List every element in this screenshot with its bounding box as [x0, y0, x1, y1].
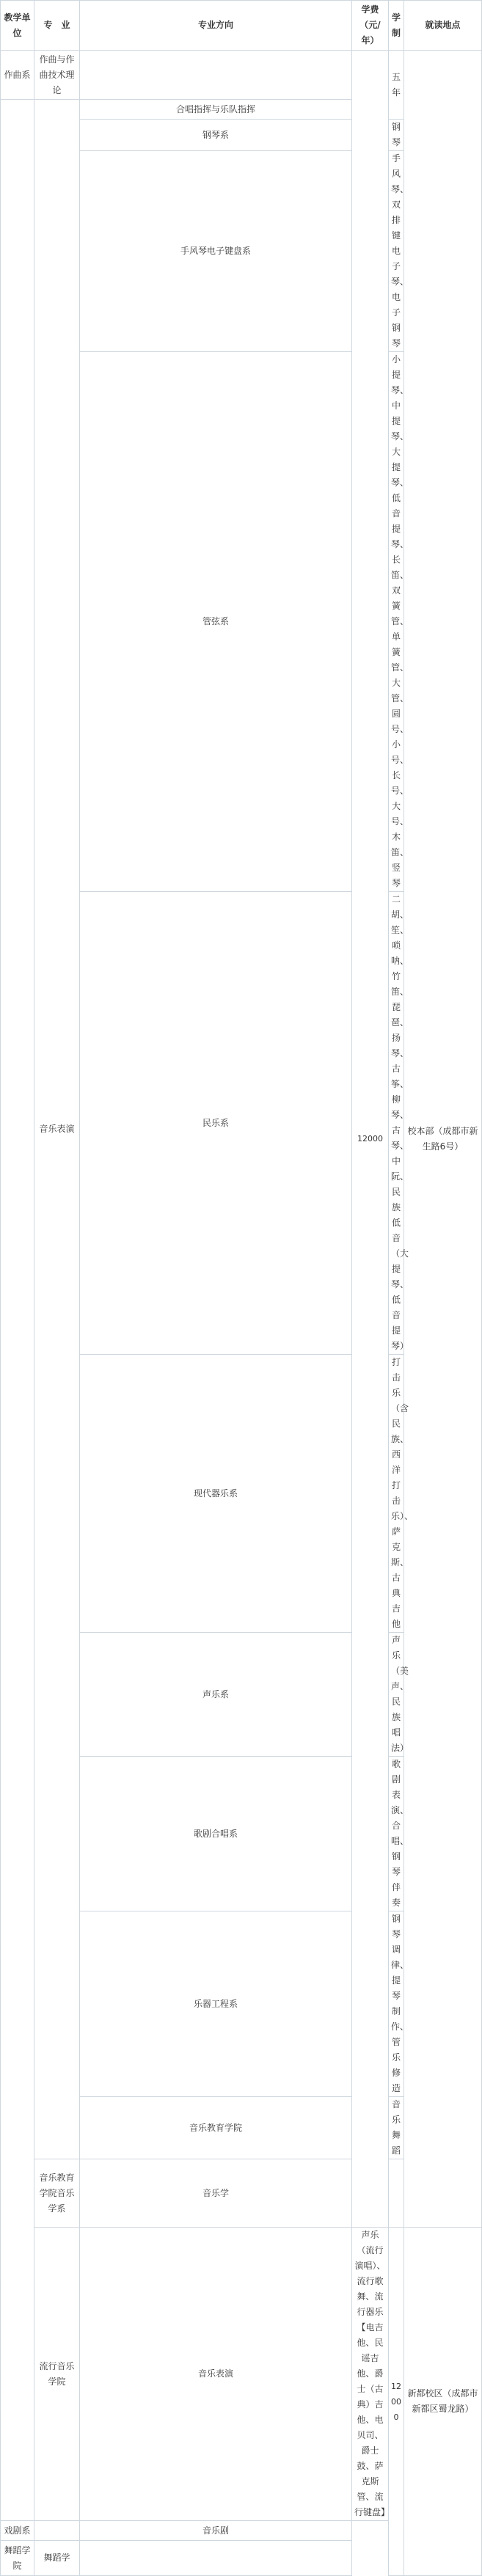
unit-cell: 民乐系	[80, 892, 352, 1355]
header-direction: 专业方向	[80, 1, 352, 51]
major-cell: 音乐表演	[80, 2228, 352, 2521]
unit-cell: 流行音乐学院	[34, 2228, 80, 2521]
direction-cell: 合唱指挥与乐队指挥	[80, 100, 352, 120]
unit-cell: 手风琴电子键盘系	[80, 151, 352, 352]
major-cell-empty	[34, 2521, 80, 2541]
header-major: 专 业	[34, 1, 80, 51]
direction-cell	[80, 51, 352, 100]
unit-cell: 管弦系	[80, 352, 352, 892]
major-cell: 舞蹈学	[34, 2541, 80, 2576]
unit-cell: 现代器乐系	[80, 1355, 352, 1633]
direction-cell: 打击乐（含民族、西洋打击乐）、萨克斯、古典吉他	[389, 1355, 404, 1633]
direction-cell: 二胡、笙、唢呐、竹笛、琵琶、扬琴、古筝、柳琴、古琴、中阮、民族低音（大提琴、低音提琴）	[389, 892, 404, 1355]
unit-cell: 乐器工程系	[80, 1911, 352, 2097]
fee-cell-main: 12000	[352, 51, 389, 2228]
major-cell: 音乐学	[80, 2159, 352, 2228]
major-cell: 作曲与作曲技术理论	[34, 51, 80, 100]
table-row	[1, 51, 482, 100]
major-cell-performance: 音乐表演	[34, 100, 80, 2159]
direction-cell: 手风琴、双排键电子琴、电子钢琴	[389, 151, 404, 352]
unit-cell: 钢琴系	[80, 120, 352, 151]
header-fee: 学费（元/年）	[352, 1, 389, 51]
header-duration: 学制	[389, 1, 404, 51]
unit-cell-empty	[1, 100, 34, 2521]
unit-cell: 音乐教育学院音乐学系	[34, 2159, 80, 2228]
direction-cell: 钢琴调律、提琴制作、管乐修造	[389, 1911, 404, 2097]
direction-cell: 声乐（美声、民族唱法）	[389, 1633, 404, 1757]
unit-cell: 舞蹈学院	[1, 2541, 34, 2576]
unit-cell: 戏剧系	[1, 2521, 34, 2541]
location-cell: 新都校区（成都市新都区蜀龙路）	[404, 2228, 482, 2576]
direction-cell: 钢琴	[389, 120, 404, 151]
direction-cell: 小提琴、中提琴、大提琴、低音提琴、长笛、双簧管、单簧管、大管、圆号、小号、长号、大号、木笛、竖琴	[389, 352, 404, 892]
unit-cell: 声乐系	[80, 1633, 352, 1757]
table-row	[1, 2228, 482, 2521]
header-row	[1, 1, 482, 51]
direction-cell: 歌剧表演、合唱、钢琴伴奏	[389, 1757, 404, 1911]
direction-cell	[80, 2541, 352, 2576]
unit-cell: 作曲系	[1, 51, 34, 100]
direction-cell: 音乐舞蹈	[389, 2097, 404, 2159]
fee-cell: 12000	[389, 2228, 404, 2576]
duration-cell-five: 五年	[389, 51, 404, 120]
unit-cell: 歌剧合唱系	[80, 1757, 352, 1911]
header-unit: 教学单位	[1, 1, 34, 51]
direction-cell	[389, 2159, 404, 2228]
direction-cell: 音乐剧	[80, 2521, 352, 2541]
header-location: 就读地点	[404, 1, 482, 51]
unit-cell: 音乐教育学院	[80, 2097, 352, 2159]
direction-cell: 声乐（流行演唱）、流行歌舞、流行器乐【电吉他、民谣吉他、爵士（古典）吉他、电贝司、爵士鼓、萨克斯管、流行键盘】	[352, 2228, 389, 2521]
location-cell-main: 校本部（成都市新生路6号）	[404, 51, 482, 2228]
